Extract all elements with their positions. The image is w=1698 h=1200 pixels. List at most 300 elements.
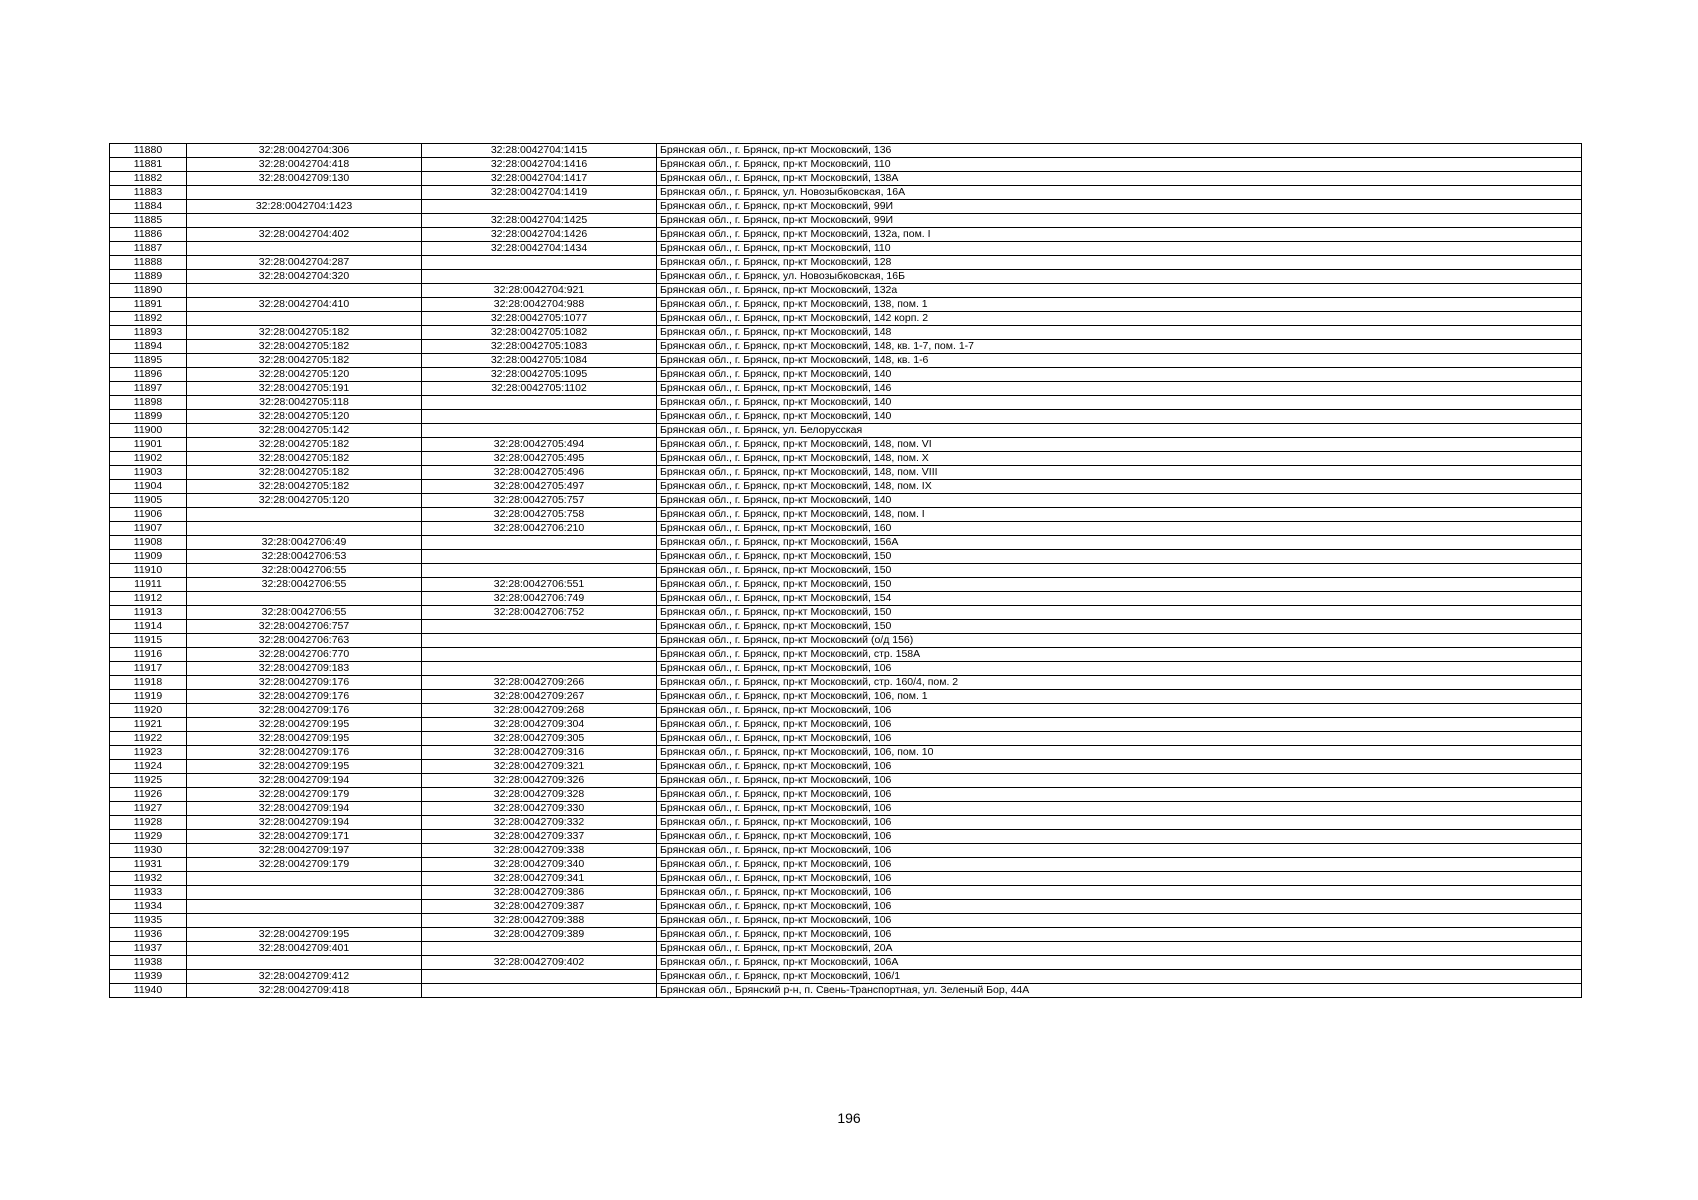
address-cell: Брянская обл., г. Брянск, пр-кт Московский, 106 bbox=[657, 802, 1582, 816]
row-number-cell: 11939 bbox=[110, 970, 187, 984]
row-number-cell: 11929 bbox=[110, 830, 187, 844]
address-cell: Брянская обл., г. Брянск, пр-кт Московский, 136 bbox=[657, 144, 1582, 158]
address-cell: Брянская обл., г. Брянск, пр-кт Московский, 148, пом. VIII bbox=[657, 466, 1582, 480]
row-number-cell: 11880 bbox=[110, 144, 187, 158]
parcel-number-cell bbox=[187, 914, 422, 928]
parcel-number-cell: 32:28:0042709:195 bbox=[187, 732, 422, 746]
object-number-cell: 32:28:0042706:210 bbox=[422, 522, 657, 536]
row-number-cell: 11915 bbox=[110, 634, 187, 648]
object-number-cell: 32:28:0042709:267 bbox=[422, 690, 657, 704]
address-cell: Брянская обл., г. Брянск, пр-кт Московский, 150 bbox=[657, 564, 1582, 578]
row-number-cell: 11928 bbox=[110, 816, 187, 830]
table-row bbox=[110, 732, 1582, 746]
row-number-cell: 11917 bbox=[110, 662, 187, 676]
row-number-cell: 11895 bbox=[110, 354, 187, 368]
address-cell: Брянская обл., г. Брянск, пр-кт Московский, 148, кв. 1-6 bbox=[657, 354, 1582, 368]
address-cell: Брянская обл., г. Брянск, пр-кт Московский, 138А bbox=[657, 172, 1582, 186]
address-cell: Брянская обл., г. Брянск, пр-кт Московский, 148, пом. IX bbox=[657, 480, 1582, 494]
row-number-cell: 11926 bbox=[110, 788, 187, 802]
row-number-cell: 11902 bbox=[110, 452, 187, 466]
row-number-cell: 11930 bbox=[110, 844, 187, 858]
parcel-number-cell: 32:28:0042709:197 bbox=[187, 844, 422, 858]
parcel-number-cell: 32:28:0042709:412 bbox=[187, 970, 422, 984]
table-row bbox=[110, 774, 1582, 788]
parcel-number-cell: 32:28:0042709:176 bbox=[187, 676, 422, 690]
parcel-number-cell: 32:28:0042704:418 bbox=[187, 158, 422, 172]
address-cell: Брянская обл., г. Брянск, пр-кт Московский, 148, кв. 1-7, пом. 1-7 bbox=[657, 340, 1582, 354]
address-cell: Брянская обл., г. Брянск, пр-кт Московский, 106 bbox=[657, 774, 1582, 788]
row-number-cell: 11940 bbox=[110, 984, 187, 998]
object-number-cell: 32:28:0042709:402 bbox=[422, 956, 657, 970]
table-row bbox=[110, 396, 1582, 410]
object-number-cell: 32:28:0042705:758 bbox=[422, 508, 657, 522]
address-cell: Брянская обл., г. Брянск, пр-кт Московский, 106 bbox=[657, 816, 1582, 830]
parcel-number-cell: 32:28:0042705:191 bbox=[187, 382, 422, 396]
table-row bbox=[110, 844, 1582, 858]
address-cell: Брянская обл., г. Брянск, пр-кт Московский, 106А bbox=[657, 956, 1582, 970]
address-cell: Брянская обл., г. Брянск, пр-кт Московский, 106/1 bbox=[657, 970, 1582, 984]
table-row bbox=[110, 788, 1582, 802]
row-number-cell: 11923 bbox=[110, 746, 187, 760]
parcel-number-cell bbox=[187, 312, 422, 326]
table-row bbox=[110, 606, 1582, 620]
parcel-number-cell: 32:28:0042706:49 bbox=[187, 536, 422, 550]
address-cell: Брянская обл., г. Брянск, пр-кт Московский, 160 bbox=[657, 522, 1582, 536]
address-cell: Брянская обл., г. Брянск, пр-кт Московский, 138, пом. 1 bbox=[657, 298, 1582, 312]
row-number-cell: 11896 bbox=[110, 368, 187, 382]
row-number-cell: 11892 bbox=[110, 312, 187, 326]
object-number-cell bbox=[422, 396, 657, 410]
object-number-cell: 32:28:0042709:305 bbox=[422, 732, 657, 746]
table-row bbox=[110, 284, 1582, 298]
table-row bbox=[110, 858, 1582, 872]
row-number-cell: 11906 bbox=[110, 508, 187, 522]
object-number-cell: 32:28:0042705:494 bbox=[422, 438, 657, 452]
parcel-number-cell: 32:28:0042709:401 bbox=[187, 942, 422, 956]
row-number-cell: 11919 bbox=[110, 690, 187, 704]
row-number-cell: 11904 bbox=[110, 480, 187, 494]
object-number-cell: 32:28:0042709:387 bbox=[422, 900, 657, 914]
row-number-cell: 11933 bbox=[110, 886, 187, 900]
object-number-cell bbox=[422, 270, 657, 284]
address-cell: Брянская обл., г. Брянск, пр-кт Московский, 110 bbox=[657, 242, 1582, 256]
table-row bbox=[110, 494, 1582, 508]
object-number-cell bbox=[422, 984, 657, 998]
object-number-cell: 32:28:0042709:332 bbox=[422, 816, 657, 830]
table-row bbox=[110, 508, 1582, 522]
row-number-cell: 11907 bbox=[110, 522, 187, 536]
address-cell: Брянская обл., г. Брянск, пр-кт Московский, 106 bbox=[657, 732, 1582, 746]
table-row bbox=[110, 578, 1582, 592]
table-row bbox=[110, 340, 1582, 354]
table-row bbox=[110, 802, 1582, 816]
row-number-cell: 11936 bbox=[110, 928, 187, 942]
table-row bbox=[110, 312, 1582, 326]
object-number-cell bbox=[422, 200, 657, 214]
parcel-number-cell: 32:28:0042705:118 bbox=[187, 396, 422, 410]
parcel-number-cell: 32:28:0042704:287 bbox=[187, 256, 422, 270]
table-row bbox=[110, 550, 1582, 564]
row-number-cell: 11891 bbox=[110, 298, 187, 312]
table-row bbox=[110, 564, 1582, 578]
object-number-cell: 32:28:0042704:1425 bbox=[422, 214, 657, 228]
table-row bbox=[110, 928, 1582, 942]
object-number-cell bbox=[422, 256, 657, 270]
table-row bbox=[110, 942, 1582, 956]
address-cell: Брянская обл., г. Брянск, пр-кт Московский, стр. 158А bbox=[657, 648, 1582, 662]
parcel-number-cell: 32:28:0042704:402 bbox=[187, 228, 422, 242]
table-row bbox=[110, 242, 1582, 256]
address-cell: Брянская обл., г. Брянск, пр-кт Московский, 106 bbox=[657, 704, 1582, 718]
row-number-cell: 11931 bbox=[110, 858, 187, 872]
parcel-number-cell: 32:28:0042705:182 bbox=[187, 326, 422, 340]
address-cell: Брянская обл., г. Брянск, пр-кт Московский, 106, пом. 10 bbox=[657, 746, 1582, 760]
table-row bbox=[110, 186, 1582, 200]
object-number-cell: 32:28:0042704:1419 bbox=[422, 186, 657, 200]
table-row bbox=[110, 158, 1582, 172]
parcel-number-cell: 32:28:0042706:53 bbox=[187, 550, 422, 564]
table-row bbox=[110, 466, 1582, 480]
object-number-cell: 32:28:0042709:386 bbox=[422, 886, 657, 900]
object-number-cell: 32:28:0042705:1082 bbox=[422, 326, 657, 340]
address-cell: Брянская обл., г. Брянск, пр-кт Московский, 106 bbox=[657, 900, 1582, 914]
parcel-number-cell: 32:28:0042705:142 bbox=[187, 424, 422, 438]
table-row bbox=[110, 746, 1582, 760]
object-number-cell: 32:28:0042709:341 bbox=[422, 872, 657, 886]
parcel-number-cell bbox=[187, 284, 422, 298]
object-number-cell bbox=[422, 942, 657, 956]
table-row bbox=[110, 200, 1582, 214]
row-number-cell: 11882 bbox=[110, 172, 187, 186]
row-number-cell: 11884 bbox=[110, 200, 187, 214]
address-cell: Брянская обл., г. Брянск, пр-кт Московский, 99И bbox=[657, 200, 1582, 214]
address-cell: Брянская обл., г. Брянск, пр-кт Московский, 106 bbox=[657, 718, 1582, 732]
object-number-cell: 32:28:0042704:1415 bbox=[422, 144, 657, 158]
address-cell: Брянская обл., г. Брянск, пр-кт Московский, стр. 160/4, пом. 2 bbox=[657, 676, 1582, 690]
row-number-cell: 11886 bbox=[110, 228, 187, 242]
address-cell: Брянская обл., г. Брянск, пр-кт Московский, 110 bbox=[657, 158, 1582, 172]
table-row bbox=[110, 704, 1582, 718]
address-cell: Брянская обл., г. Брянск, пр-кт Московский, 148 bbox=[657, 326, 1582, 340]
table-row bbox=[110, 172, 1582, 186]
parcel-number-cell: 32:28:0042705:120 bbox=[187, 368, 422, 382]
address-cell: Брянская обл., г. Брянск, пр-кт Московский, 132а bbox=[657, 284, 1582, 298]
parcel-number-cell: 32:28:0042705:120 bbox=[187, 410, 422, 424]
object-number-cell: 32:28:0042705:1084 bbox=[422, 354, 657, 368]
object-number-cell: 32:28:0042705:496 bbox=[422, 466, 657, 480]
address-cell: Брянская обл., г. Брянск, пр-кт Московский, 148, пом. X bbox=[657, 452, 1582, 466]
address-cell: Брянская обл., г. Брянск, пр-кт Московский, 140 bbox=[657, 396, 1582, 410]
cadastral-table bbox=[109, 143, 1582, 998]
parcel-number-cell: 32:28:0042709:195 bbox=[187, 760, 422, 774]
address-cell: Брянская обл., г. Брянск, пр-кт Московский, 99И bbox=[657, 214, 1582, 228]
object-number-cell: 32:28:0042709:304 bbox=[422, 718, 657, 732]
object-number-cell: 32:28:0042704:988 bbox=[422, 298, 657, 312]
page-number: 196 bbox=[837, 1110, 861, 1126]
row-number-cell: 11901 bbox=[110, 438, 187, 452]
table-row bbox=[110, 956, 1582, 970]
object-number-cell: 32:28:0042709:330 bbox=[422, 802, 657, 816]
row-number-cell: 11918 bbox=[110, 676, 187, 690]
table-row bbox=[110, 354, 1582, 368]
address-cell: Брянская обл., г. Брянск, пр-кт Московский, 150 bbox=[657, 550, 1582, 564]
table-row bbox=[110, 900, 1582, 914]
row-number-cell: 11927 bbox=[110, 802, 187, 816]
table-row bbox=[110, 830, 1582, 844]
address-cell: Брянская обл., г. Брянск, пр-кт Московский, 106 bbox=[657, 886, 1582, 900]
parcel-number-cell bbox=[187, 872, 422, 886]
object-number-cell bbox=[422, 550, 657, 564]
row-number-cell: 11924 bbox=[110, 760, 187, 774]
address-cell: Брянская обл., г. Брянск, пр-кт Московский, 156А bbox=[657, 536, 1582, 550]
parcel-number-cell: 32:28:0042709:194 bbox=[187, 816, 422, 830]
table-body bbox=[110, 144, 1582, 998]
table-row bbox=[110, 424, 1582, 438]
table-row bbox=[110, 368, 1582, 382]
row-number-cell: 11922 bbox=[110, 732, 187, 746]
address-cell: Брянская обл., г. Брянск, пр-кт Московский, 150 bbox=[657, 620, 1582, 634]
object-number-cell bbox=[422, 634, 657, 648]
table-row bbox=[110, 326, 1582, 340]
object-number-cell: 32:28:0042704:1417 bbox=[422, 172, 657, 186]
parcel-number-cell: 32:28:0042706:770 bbox=[187, 648, 422, 662]
parcel-number-cell bbox=[187, 186, 422, 200]
parcel-number-cell: 32:28:0042704:306 bbox=[187, 144, 422, 158]
parcel-number-cell: 32:28:0042704:1423 bbox=[187, 200, 422, 214]
parcel-number-cell: 32:28:0042709:183 bbox=[187, 662, 422, 676]
object-number-cell: 32:28:0042706:752 bbox=[422, 606, 657, 620]
object-number-cell: 32:28:0042705:1102 bbox=[422, 382, 657, 396]
table-row bbox=[110, 270, 1582, 284]
object-number-cell: 32:28:0042705:1095 bbox=[422, 368, 657, 382]
row-number-cell: 11921 bbox=[110, 718, 187, 732]
object-number-cell: 32:28:0042709:340 bbox=[422, 858, 657, 872]
row-number-cell: 11894 bbox=[110, 340, 187, 354]
table-row bbox=[110, 886, 1582, 900]
table-row bbox=[110, 382, 1582, 396]
row-number-cell: 11932 bbox=[110, 872, 187, 886]
address-cell: Брянская обл., г. Брянск, пр-кт Московский, 106, пом. 1 bbox=[657, 690, 1582, 704]
object-number-cell: 32:28:0042705:1083 bbox=[422, 340, 657, 354]
table-row bbox=[110, 144, 1582, 158]
object-number-cell bbox=[422, 662, 657, 676]
object-number-cell: 32:28:0042709:266 bbox=[422, 676, 657, 690]
parcel-number-cell: 32:28:0042706:55 bbox=[187, 564, 422, 578]
row-number-cell: 11925 bbox=[110, 774, 187, 788]
parcel-number-cell: 32:28:0042706:55 bbox=[187, 578, 422, 592]
address-cell: Брянская обл., г. Брянск, пр-кт Московский, 128 bbox=[657, 256, 1582, 270]
parcel-number-cell: 32:28:0042709:176 bbox=[187, 746, 422, 760]
parcel-number-cell bbox=[187, 522, 422, 536]
parcel-number-cell: 32:28:0042709:195 bbox=[187, 928, 422, 942]
table-row bbox=[110, 984, 1582, 998]
address-cell: Брянская обл., г. Брянск, пр-кт Московский, 142 корп. 2 bbox=[657, 312, 1582, 326]
parcel-number-cell: 32:28:0042709:179 bbox=[187, 788, 422, 802]
object-number-cell: 32:28:0042709:338 bbox=[422, 844, 657, 858]
table-row bbox=[110, 256, 1582, 270]
object-number-cell: 32:28:0042709:337 bbox=[422, 830, 657, 844]
address-cell: Брянская обл., г. Брянск, пр-кт Московский, 150 bbox=[657, 606, 1582, 620]
row-number-cell: 11937 bbox=[110, 942, 187, 956]
address-cell: Брянская обл., г. Брянск, пр-кт Московский, 106 bbox=[657, 872, 1582, 886]
table-row bbox=[110, 228, 1582, 242]
parcel-number-cell: 32:28:0042705:182 bbox=[187, 480, 422, 494]
address-cell: Брянская обл., г. Брянск, пр-кт Московский, 148, пом. I bbox=[657, 508, 1582, 522]
object-number-cell: 32:28:0042709:316 bbox=[422, 746, 657, 760]
parcel-number-cell bbox=[187, 956, 422, 970]
object-number-cell: 32:28:0042706:749 bbox=[422, 592, 657, 606]
row-number-cell: 11900 bbox=[110, 424, 187, 438]
row-number-cell: 11881 bbox=[110, 158, 187, 172]
address-cell: Брянская обл., г. Брянск, ул. Новозыбковская, 16Б bbox=[657, 270, 1582, 284]
address-cell: Брянская обл., г. Брянск, пр-кт Московский, 132а, пом. I bbox=[657, 228, 1582, 242]
address-cell: Брянская обл., г. Брянск, пр-кт Московский, 140 bbox=[657, 368, 1582, 382]
object-number-cell bbox=[422, 410, 657, 424]
table-row bbox=[110, 872, 1582, 886]
address-cell: Брянская обл., г. Брянск, пр-кт Московский, 20А bbox=[657, 942, 1582, 956]
object-number-cell bbox=[422, 970, 657, 984]
object-number-cell: 32:28:0042709:268 bbox=[422, 704, 657, 718]
table-row bbox=[110, 480, 1582, 494]
row-number-cell: 11885 bbox=[110, 214, 187, 228]
address-cell: Брянская обл., г. Брянск, пр-кт Московский, 106 bbox=[657, 844, 1582, 858]
table-row bbox=[110, 676, 1582, 690]
address-cell: Брянская обл., г. Брянск, пр-кт Московский (о/д 156) bbox=[657, 634, 1582, 648]
row-number-cell: 11938 bbox=[110, 956, 187, 970]
parcel-number-cell: 32:28:0042709:194 bbox=[187, 802, 422, 816]
table-row bbox=[110, 214, 1582, 228]
address-cell: Брянская обл., г. Брянск, пр-кт Московский, 140 bbox=[657, 410, 1582, 424]
row-number-cell: 11910 bbox=[110, 564, 187, 578]
address-cell: Брянская обл., г. Брянск, пр-кт Московский, 150 bbox=[657, 578, 1582, 592]
parcel-number-cell: 32:28:0042706:55 bbox=[187, 606, 422, 620]
row-number-cell: 11889 bbox=[110, 270, 187, 284]
address-cell: Брянская обл., Брянский р-н, п. Свень-Транспортная, ул. Зеленый Бор, 44А bbox=[657, 984, 1582, 998]
address-cell: Брянская обл., г. Брянск, пр-кт Московский, 140 bbox=[657, 494, 1582, 508]
table-row bbox=[110, 620, 1582, 634]
address-cell: Брянская обл., г. Брянск, пр-кт Московский, 106 bbox=[657, 858, 1582, 872]
parcel-number-cell: 32:28:0042709:195 bbox=[187, 718, 422, 732]
address-cell: Брянская обл., г. Брянск, пр-кт Московский, 106 bbox=[657, 928, 1582, 942]
row-number-cell: 11893 bbox=[110, 326, 187, 340]
object-number-cell: 32:28:0042705:757 bbox=[422, 494, 657, 508]
parcel-number-cell: 32:28:0042704:320 bbox=[187, 270, 422, 284]
object-number-cell bbox=[422, 620, 657, 634]
address-cell: Брянская обл., г. Брянск, пр-кт Московский, 154 bbox=[657, 592, 1582, 606]
table-row bbox=[110, 410, 1582, 424]
parcel-number-cell: 32:28:0042709:194 bbox=[187, 774, 422, 788]
address-cell: Брянская обл., г. Брянск, пр-кт Московский, 106 bbox=[657, 830, 1582, 844]
table-row bbox=[110, 970, 1582, 984]
table-row bbox=[110, 816, 1582, 830]
object-number-cell bbox=[422, 536, 657, 550]
parcel-number-cell bbox=[187, 592, 422, 606]
object-number-cell: 32:28:0042709:388 bbox=[422, 914, 657, 928]
object-number-cell: 32:28:0042705:1077 bbox=[422, 312, 657, 326]
row-number-cell: 11898 bbox=[110, 396, 187, 410]
row-number-cell: 11914 bbox=[110, 620, 187, 634]
object-number-cell: 32:28:0042709:321 bbox=[422, 760, 657, 774]
row-number-cell: 11935 bbox=[110, 914, 187, 928]
table-row bbox=[110, 438, 1582, 452]
parcel-number-cell bbox=[187, 900, 422, 914]
row-number-cell: 11899 bbox=[110, 410, 187, 424]
row-number-cell: 11909 bbox=[110, 550, 187, 564]
object-number-cell: 32:28:0042705:497 bbox=[422, 480, 657, 494]
parcel-number-cell bbox=[187, 214, 422, 228]
parcel-number-cell: 32:28:0042705:182 bbox=[187, 438, 422, 452]
address-cell: Брянская обл., г. Брянск, пр-кт Московский, 148, пом. VI bbox=[657, 438, 1582, 452]
object-number-cell: 32:28:0042704:1416 bbox=[422, 158, 657, 172]
row-number-cell: 11883 bbox=[110, 186, 187, 200]
row-number-cell: 11913 bbox=[110, 606, 187, 620]
row-number-cell: 11897 bbox=[110, 382, 187, 396]
parcel-number-cell: 32:28:0042705:182 bbox=[187, 452, 422, 466]
parcel-number-cell: 32:28:0042706:763 bbox=[187, 634, 422, 648]
object-number-cell: 32:28:0042709:389 bbox=[422, 928, 657, 942]
table-row bbox=[110, 690, 1582, 704]
object-number-cell: 32:28:0042704:1426 bbox=[422, 228, 657, 242]
object-number-cell: 32:28:0042705:495 bbox=[422, 452, 657, 466]
parcel-number-cell: 32:28:0042705:182 bbox=[187, 340, 422, 354]
row-number-cell: 11920 bbox=[110, 704, 187, 718]
object-number-cell bbox=[422, 564, 657, 578]
parcel-number-cell: 32:28:0042709:418 bbox=[187, 984, 422, 998]
row-number-cell: 11903 bbox=[110, 466, 187, 480]
table-row bbox=[110, 536, 1582, 550]
row-number-cell: 11888 bbox=[110, 256, 187, 270]
object-number-cell: 32:28:0042709:328 bbox=[422, 788, 657, 802]
address-cell: Брянская обл., г. Брянск, пр-кт Московский, 106 bbox=[657, 662, 1582, 676]
address-cell: Брянская обл., г. Брянск, пр-кт Московский, 106 bbox=[657, 788, 1582, 802]
table-row bbox=[110, 648, 1582, 662]
row-number-cell: 11912 bbox=[110, 592, 187, 606]
address-cell: Брянская обл., г. Брянск, пр-кт Московский, 106 bbox=[657, 914, 1582, 928]
row-number-cell: 11887 bbox=[110, 242, 187, 256]
row-number-cell: 11916 bbox=[110, 648, 187, 662]
parcel-number-cell: 32:28:0042709:171 bbox=[187, 830, 422, 844]
row-number-cell: 11908 bbox=[110, 536, 187, 550]
parcel-number-cell: 32:28:0042705:182 bbox=[187, 466, 422, 480]
object-number-cell: 32:28:0042709:326 bbox=[422, 774, 657, 788]
object-number-cell bbox=[422, 648, 657, 662]
table-row bbox=[110, 718, 1582, 732]
parcel-number-cell bbox=[187, 242, 422, 256]
table-row bbox=[110, 760, 1582, 774]
row-number-cell: 11890 bbox=[110, 284, 187, 298]
table-row bbox=[110, 592, 1582, 606]
address-cell: Брянская обл., г. Брянск, ул. Белорусская bbox=[657, 424, 1582, 438]
row-number-cell: 11911 bbox=[110, 578, 187, 592]
parcel-number-cell: 32:28:0042709:176 bbox=[187, 704, 422, 718]
address-cell: Брянская обл., г. Брянск, ул. Новозыбковская, 16А bbox=[657, 186, 1582, 200]
parcel-number-cell: 32:28:0042705:120 bbox=[187, 494, 422, 508]
row-number-cell: 11934 bbox=[110, 900, 187, 914]
table-row bbox=[110, 522, 1582, 536]
row-number-cell: 11905 bbox=[110, 494, 187, 508]
table-row bbox=[110, 452, 1582, 466]
object-number-cell: 32:28:0042704:921 bbox=[422, 284, 657, 298]
parcel-number-cell: 32:28:0042704:410 bbox=[187, 298, 422, 312]
address-cell: Брянская обл., г. Брянск, пр-кт Московский, 146 bbox=[657, 382, 1582, 396]
object-number-cell: 32:28:0042706:551 bbox=[422, 578, 657, 592]
object-number-cell: 32:28:0042704:1434 bbox=[422, 242, 657, 256]
parcel-number-cell: 32:28:0042709:176 bbox=[187, 690, 422, 704]
parcel-number-cell bbox=[187, 886, 422, 900]
parcel-number-cell: 32:28:0042705:182 bbox=[187, 354, 422, 368]
address-cell: Брянская обл., г. Брянск, пр-кт Московский, 106 bbox=[657, 760, 1582, 774]
parcel-number-cell: 32:28:0042709:130 bbox=[187, 172, 422, 186]
